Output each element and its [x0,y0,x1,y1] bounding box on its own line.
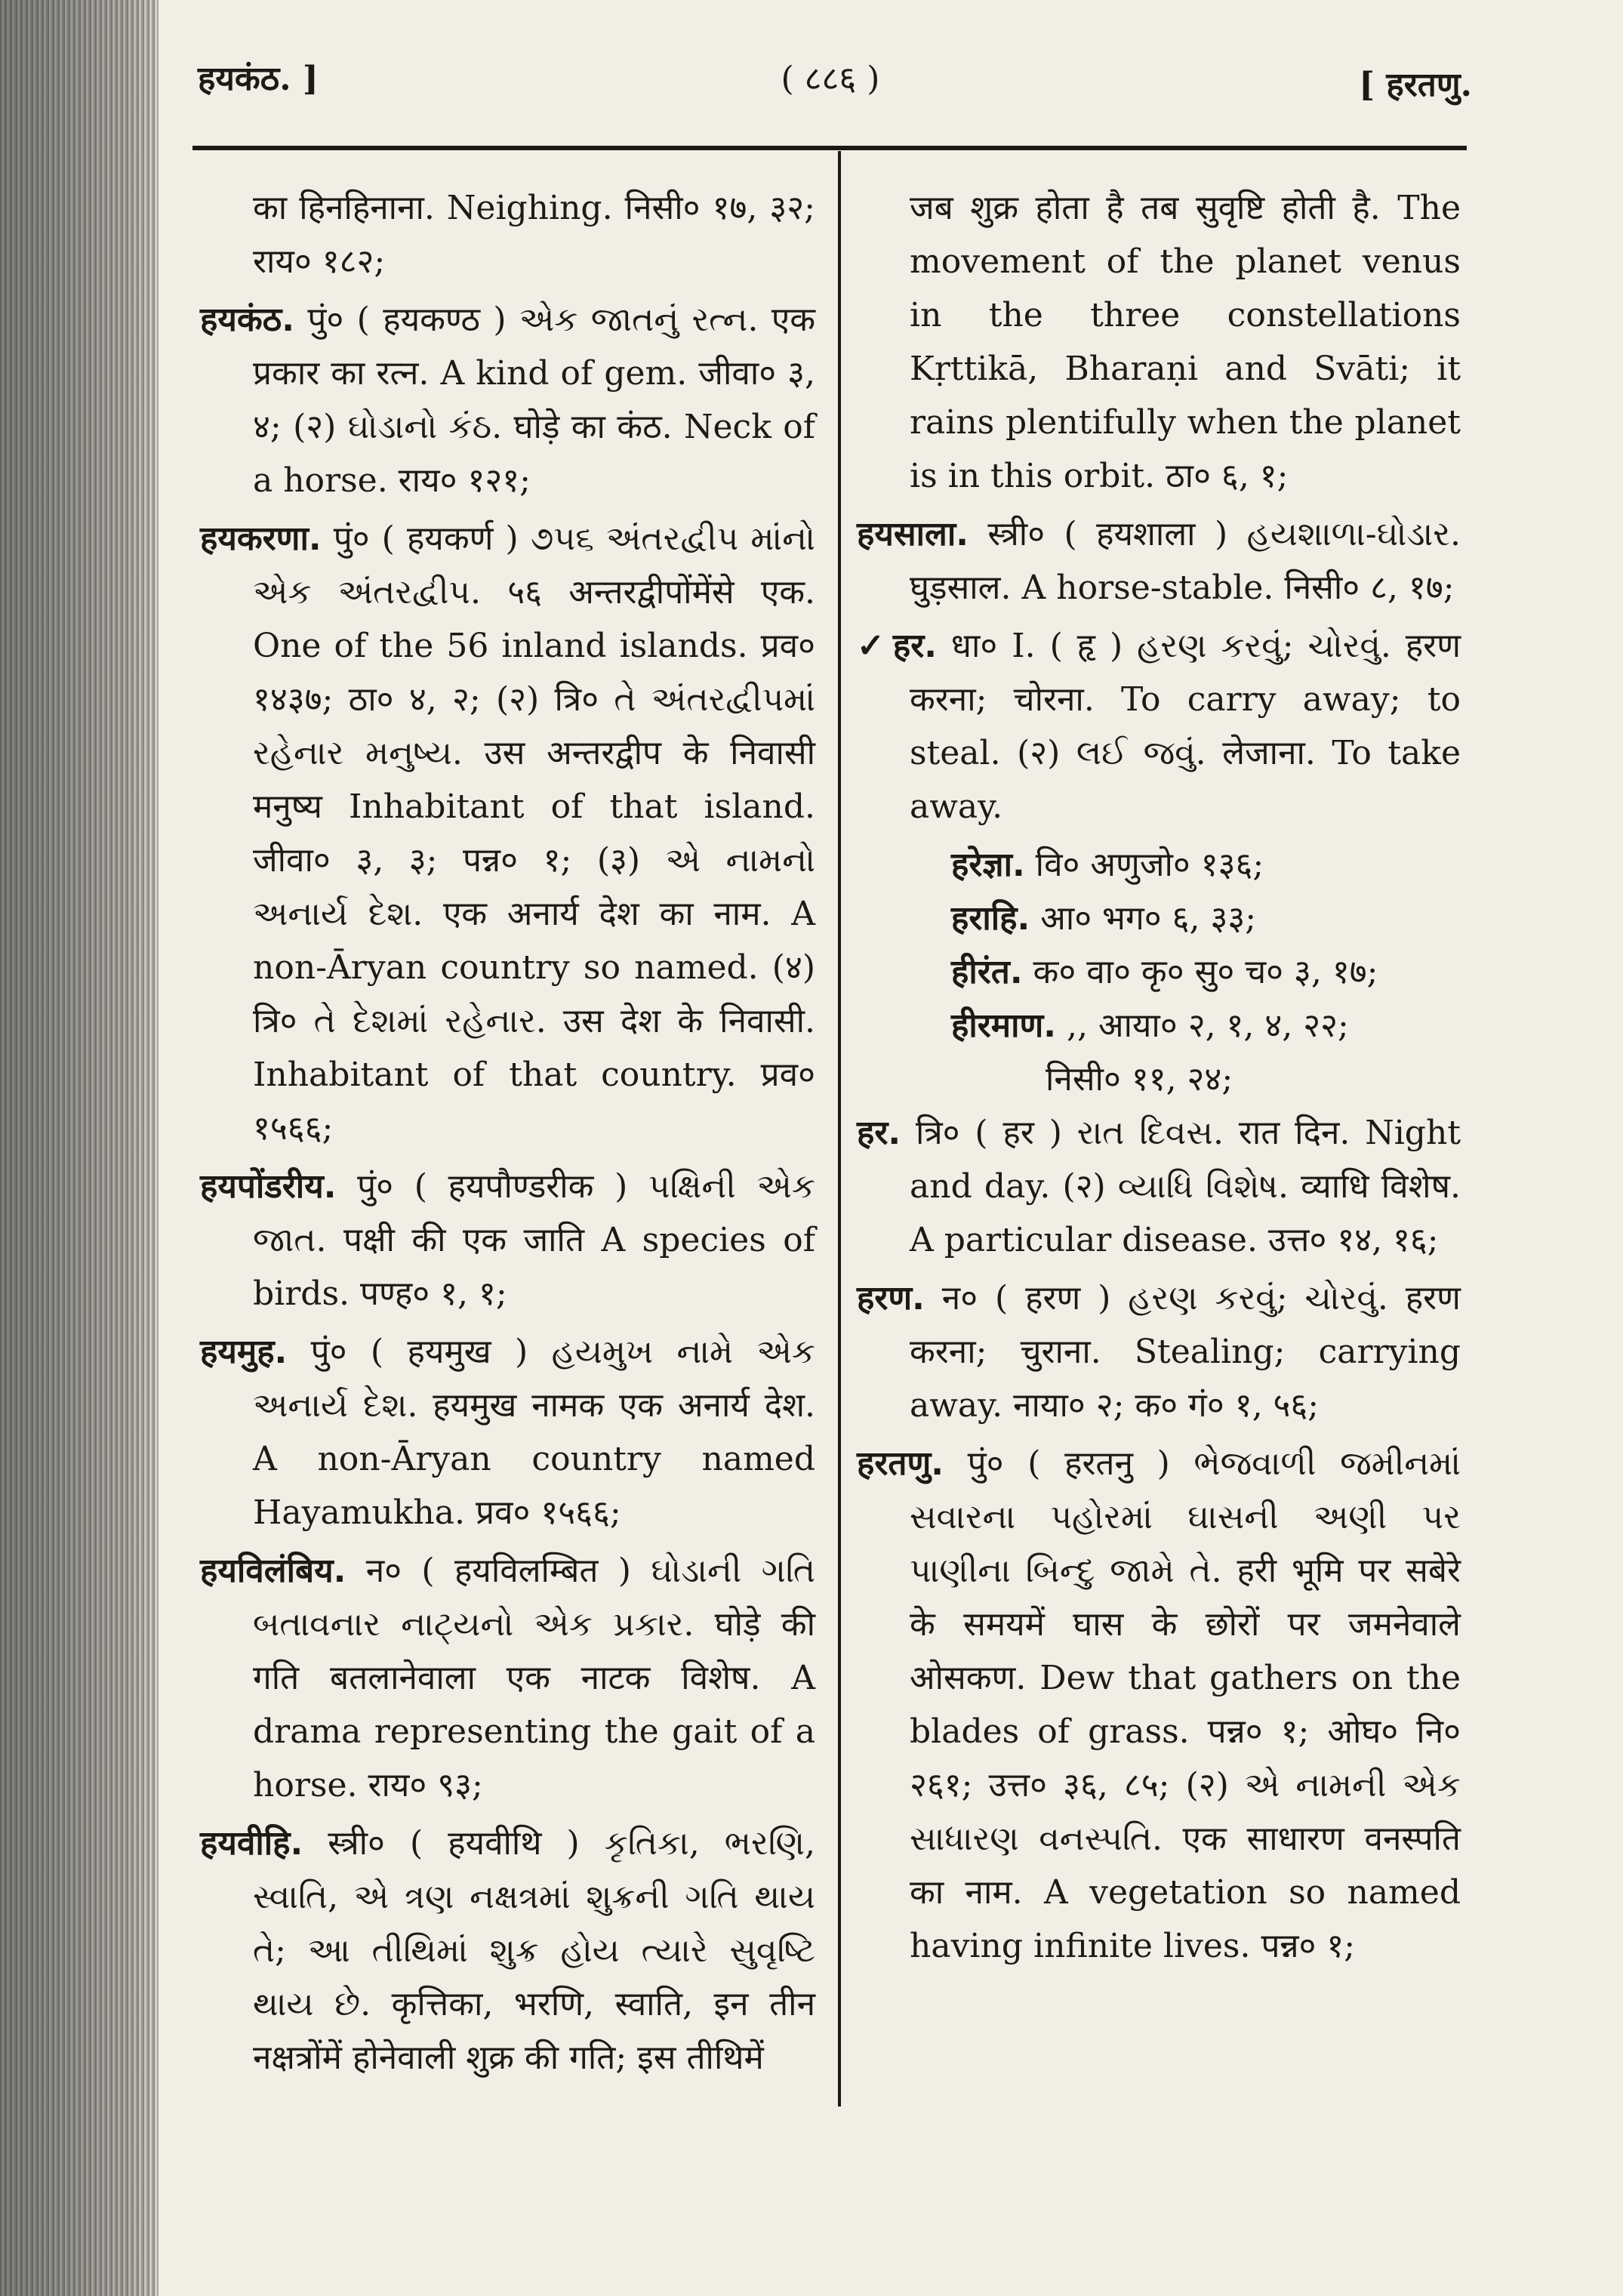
entry-text: त्रि० ( हर ) રાત દિવસ. रात दिन. Night and day. (२) વ્યાધિ વિશેષ. व्याधि विशेष. A particular disease. उत्त० १४, १६; [901,1114,1461,1259]
column-divider [838,151,841,2106]
right-column [857,181,1461,1977]
entry-text: पुं० ( हयमुख ) હયમુખ નામે એક અનાર્ય દેશ. हयमुख नामक एक अनार्य देश. A non-Āryan country named Hayamukha. प्रव० १५६६; [253,1333,815,1532]
entry-headword: हीरमाण. [951,1006,1056,1045]
entry-text: आ० भग० ६, ३३; [1030,899,1257,938]
dictionary-entry [200,293,815,507]
entry-text: वि० अणुजो० १३६; [1024,846,1264,884]
entry-headword: हर. [857,1114,901,1152]
entry-text: निसी० ११, २४; [1046,1060,1233,1099]
page-number: ( ८८६ ) [781,60,880,98]
entry-headword: हीरंत. [951,953,1023,991]
entry-text: स्त्री० ( हयवीथि ) કૃતિકા, ભરણિ, સ્વાતિ, એ ત્રણ નક્ષત્રમાં શુક્રની ગતિ થાય તે; આ તીથિમાં શુક્ર હોય ત્યારે સુવૃષ્ટિ થાય છે. कृत्तिका, भरणि, स्वाति, इन तीन नक्षत्रोंमें होनेवाली शुक्र की गति; इस तीथिमें [253,1824,815,2077]
dictionary-entry [200,181,815,288]
dictionary-subentry [857,838,1461,892]
entry-headword: हरतणु. [857,1444,944,1483]
dictionary-entry [857,1437,1461,1973]
entry-text: जब शुक्र होता है तब सुवृष्टि होती है. The movement of the planet venus in the three constellations Kṛttikā, Bharaṇi and Svāti; it rains plentifully when the planet is in this orbit. ठा० ६, १; [910,189,1461,495]
dictionary-subentry [857,945,1461,999]
entry-headword: हर. [892,627,937,665]
dictionary-entry [200,1325,815,1539]
dictionary-entry [200,1160,815,1321]
entry-text: धा० I. ( हृ ) હરણ કરવું; ચોરવું. हरण करना; चोरना. To carry away; to steal. (२) લઈ જવું. लेजाना. To take away. [910,627,1461,826]
entry-headword: हराहि. [951,899,1030,938]
dictionary-entry [200,1817,815,2085]
dictionary-entry [857,507,1461,615]
entry-headword: हयमुह. [200,1333,288,1371]
entry-headword: हयविलंबिय. [200,1552,346,1590]
entry-headword: हयकंठ. [200,300,294,339]
dictionary-entry [857,181,1461,503]
scanned-page-edge [0,0,159,2296]
entry-headword: हयसाला. [857,515,969,553]
checkmark-icon: ✓ [857,627,888,665]
dictionary-subentry [857,1052,1461,1106]
entry-text: पुं० ( हरतनु ) ભેજવાળી જમીનમાં સવારના પહોરમાં ઘાસની અણી પર પાણીના બિન્દુ જામે તે. हरी भूमि पर सबेरे के समयमें घास के छोरों पर जमनेवाले ओसकण. Dew that gathers on the blades of grass. पन्न० १; ओघ० नि० २६१; उत्त० ३६, ८५; (२) એ નામની એક સાધારણ વનસ્પતિ. एक साधारण वनस्पति का नाम. A vegetation so named having infinite lives. पन्न० १; [910,1444,1461,1965]
dictionary-entry [200,512,815,1155]
entry-text: न० ( हरण ) હરણ કરવું; ચોરવું. हरण करना; चुराना. Stealing; carrying away. नाया० २; क० गं० १, ५६; [910,1279,1461,1425]
dictionary-entry [857,619,1461,834]
entry-text: ,, आया० २, १, ४, २२; [1056,1006,1349,1045]
entry-text: क० वा० कृ० सु० च० ३, १७; [1022,953,1378,991]
dictionary-entry [857,1106,1461,1267]
entry-text: न० ( हयविलम्बित ) ઘોડાની ગતિ બતાવનાર નાટ્યનો એક પ્રકાર. घोड़े की गति बतलानेवाला एक नाटक विशेष. A drama representing the gait of a horse. राय० ९३; [253,1552,815,1804]
entry-text: पुं० ( हयकर्ण ) ૭૫૬ અંતરદ્વીપ માંનો એક અંતરદ્વીપ. ५६ अन्तरद्वीपोंमेंसे एक. One of the 56 inland islands. प्रव० १४३७; ठा० ४, २; (२) त्रि० તે અંતરદ્વીપમાં રહેનાર મનુષ્ય. उस अन्तरद्वीप के निवासी मनुष्य Inhabitant of that island. जीवा० ३, ३; पन्न० १; (३) એ નામનો અનાર્ય દેશ. एक अनार्य देश का नाम. A non-Āryan country so named. (४) त्रि० તે દેશમાં રહેનાર. उस देश के निवासी. Inhabitant of that country. प्रव० १५६६; [253,519,815,1148]
entry-headword: हयपोंडरीय. [200,1167,337,1206]
dictionary-subentry [857,999,1461,1052]
entry-text: का हिनहिनाना. Neighing. निसी० १७, ३२; राय० १८२; [253,189,815,281]
left-column [200,181,815,2089]
entry-text: पुं० ( हयपौण्डरीक ) પક્ષિની એક જાત. पक्षी की एक जाति A species of birds. पण्ह० १, १; [253,1167,815,1313]
entry-text: पुं० ( हयकण्ठ ) એક જાતનું રત્ન. एक प्रकार का रत्न. A kind of gem. जीवा० ३, ४; (२) ઘોડાનો કંઠ. घोड़े का कंठ. Neck of a horse. राय० १२१; [253,300,815,500]
running-head-right: [ हरतणु. [1359,66,1472,104]
entry-headword: हयवीहि. [200,1824,303,1863]
entry-headword: हरण. [857,1279,925,1318]
entry-text: स्त्री० ( हयशाला ) હયશાળા-ઘોડાર. घुड़साल. A horse-stable. निसी० ८, १७; [910,515,1461,607]
dictionary-subentry [857,892,1461,945]
running-head-left: हयकंठ. ] [198,60,319,98]
dictionary-entry [200,1544,815,1812]
header-rule [192,146,1467,150]
dictionary-entry [857,1271,1461,1432]
entry-headword: हयकरणा. [200,519,322,558]
entry-headword: हरेज्ञा. [951,846,1025,884]
